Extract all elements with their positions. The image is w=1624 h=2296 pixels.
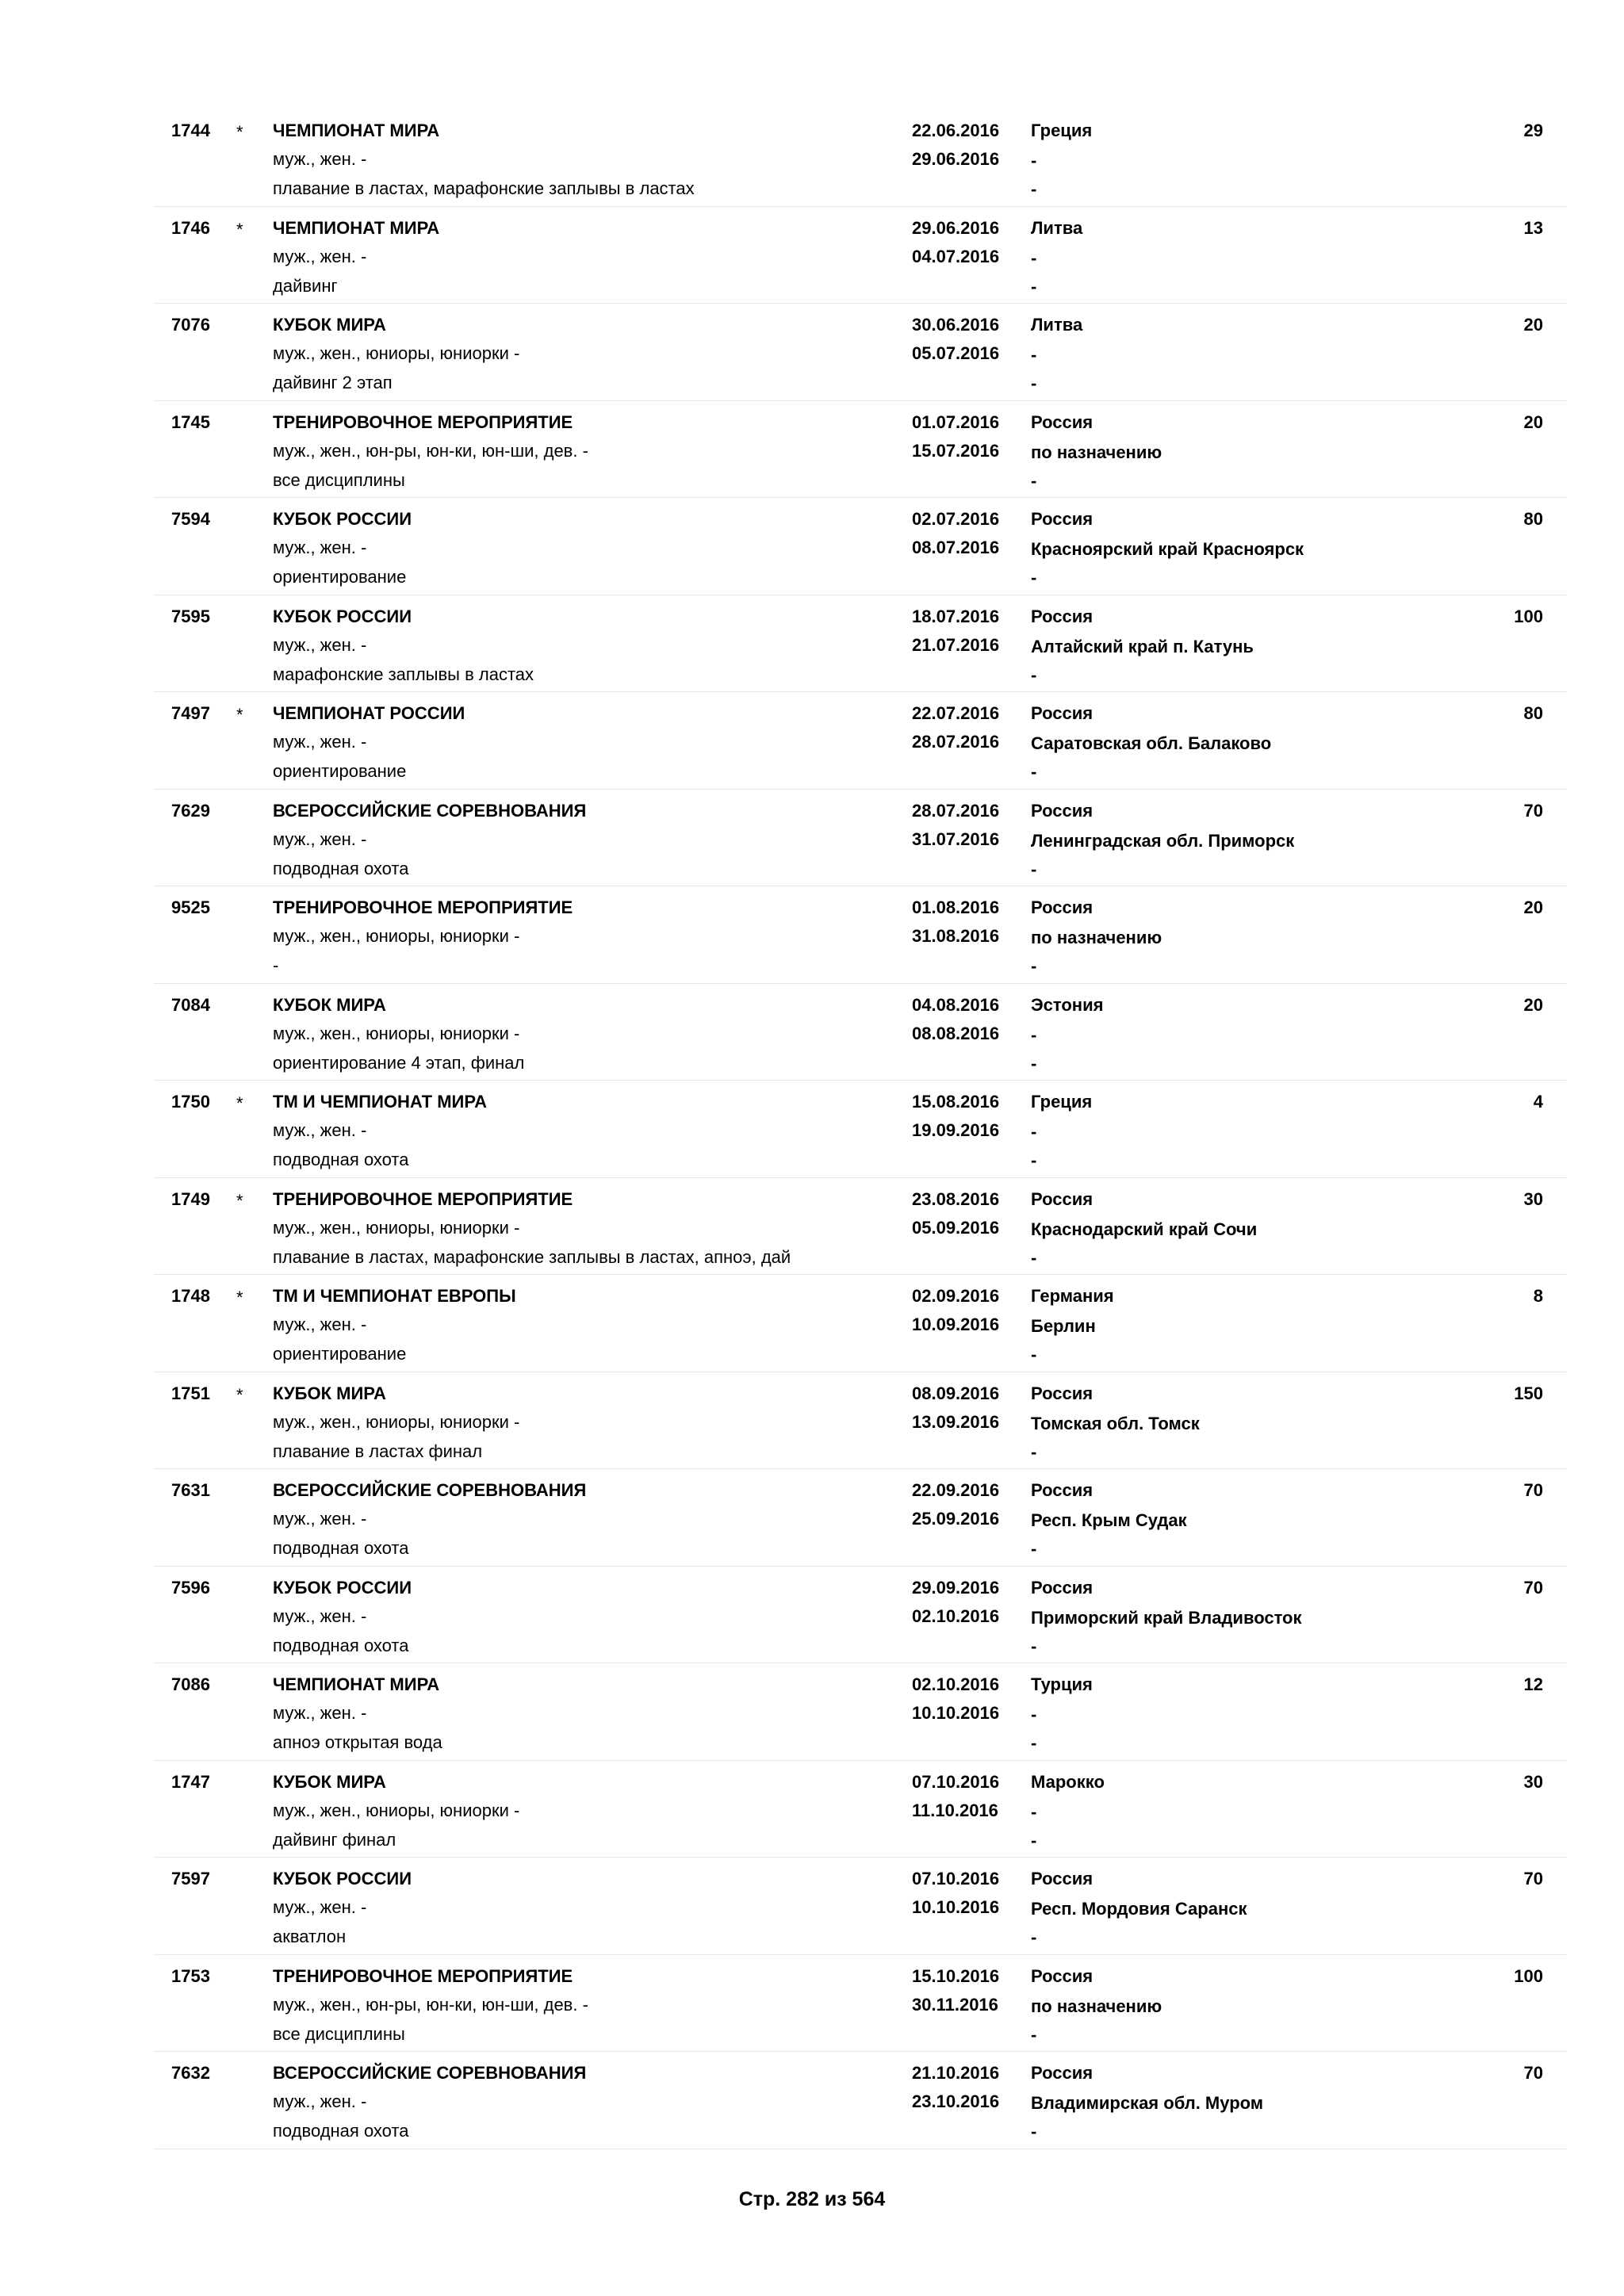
event-participant-count: 20 [1523,411,1543,432]
event-title: КУБОК МИРА [273,315,386,335]
event-place: - [1031,664,1037,685]
event-place: - [1031,1345,1037,1364]
priority-star: * [236,1093,243,1113]
event-id: 7629 [171,800,210,821]
event-discipline: ориентирование [273,761,407,781]
priority-star: * [236,1288,243,1307]
event-date-end: 05.07.2016 [912,343,1000,363]
event-participant-count: 70 [1523,1577,1543,1598]
event-date-end: 05.09.2016 [912,1217,1000,1238]
event-country: Россия [1031,411,1094,432]
event-place: - [1031,1441,1037,1462]
event-participants: муж., жен. - [273,732,367,752]
event-row [154,109,1567,207]
event-id: 1751 [171,1383,210,1403]
event-region: - [1031,345,1037,365]
event-date-end: 10.10.2016 [912,1897,1000,1917]
event-participants: муж., жен. - [273,1509,367,1529]
event-place: - [1031,1053,1037,1073]
event-date-start: 07.10.2016 [912,1771,1000,1792]
event-title: КУБОК МИРА [273,994,386,1015]
event-title: ЧЕМПИОНАТ РОССИИ [273,703,465,723]
event-id: 1749 [171,1188,210,1209]
event-id: 1750 [171,1092,210,1112]
event-date-start: 02.09.2016 [912,1286,1000,1306]
event-region: Красноярский край Красноярск [1031,539,1304,559]
event-date-start: 29.06.2016 [912,217,1000,238]
event-row [154,984,1567,1081]
event-discipline: подводная охота [273,2121,409,2141]
event-date-end: 04.07.2016 [912,246,1000,266]
event-discipline: подводная охота [273,1538,409,1558]
event-row [154,1858,1567,1955]
event-region: Берлин [1031,1316,1096,1336]
priority-star: * [236,1190,243,1211]
event-participant-count: 20 [1523,994,1543,1015]
event-participants: муж., жен. - [273,828,367,849]
event-place: - [1031,1927,1037,1947]
event-place: - [1031,1636,1037,1656]
event-discipline: плавание в ластах, марафонские заплывы в ластах, апноэ, дай [273,1246,791,1267]
event-participant-count: 12 [1523,1674,1543,1694]
event-date-start: 01.07.2016 [912,411,1000,432]
event-participants: муж., жен., юниоры, юниорки - [273,926,520,946]
event-place: - [1031,470,1037,491]
event-id: 1746 [171,217,210,238]
event-date-start: 15.08.2016 [912,1092,1000,1112]
event-participants: муж., жен. - [273,634,367,655]
event-title: КУБОК РОССИИ [273,606,412,626]
event-country: Литва [1031,217,1083,238]
event-id: 7084 [171,994,210,1015]
event-date-end: 15.07.2016 [912,440,1000,461]
event-region: Владимирская обл. Муром [1031,2093,1264,2113]
event-row [154,207,1567,304]
event-country: Россия [1031,703,1094,723]
event-id: 7596 [171,1577,210,1598]
event-row [154,1372,1567,1470]
event-row [154,304,1567,401]
event-place: - [1031,568,1037,587]
priority-star: * [236,219,243,239]
event-title: ВСЕРОССИЙСКИЕ СОРЕВНОВАНИЯ [273,800,587,821]
event-date-start: 18.07.2016 [912,606,1000,626]
event-date-start: 22.06.2016 [912,121,1000,140]
event-discipline: - [273,955,279,975]
event-region: - [1031,151,1037,170]
event-place: - [1031,1830,1037,1850]
event-title: ВСЕРОССИЙСКИЕ СОРЕВНОВАНИЯ [273,1480,587,1500]
event-row [154,1761,1567,1858]
event-place: - [1031,179,1037,199]
event-id: 7076 [171,315,210,335]
event-row [154,1081,1567,1178]
event-row [154,790,1567,887]
event-place: - [1031,373,1037,393]
events-list [154,109,1567,2149]
event-date-start: 02.07.2016 [912,509,1000,529]
event-country: Россия [1031,1965,1094,1986]
event-place: - [1031,1539,1037,1559]
event-id: 9525 [171,897,210,917]
event-title: ЧЕМПИОНАТ МИРА [273,1674,440,1694]
event-participants: муж., жен. - [273,1314,367,1334]
event-date-start: 30.06.2016 [912,315,1000,335]
event-region: - [1031,1122,1037,1142]
event-region: - [1031,1801,1037,1822]
event-title: КУБОК РОССИИ [273,1869,412,1888]
event-region: - [1031,1024,1037,1045]
event-place: - [1031,1150,1037,1170]
event-date-end: 30.11.2016 [912,1994,998,2015]
event-id: 1744 [171,121,210,140]
event-date-end: 31.07.2016 [912,828,1000,849]
event-date-end: 02.10.2016 [912,1605,1000,1626]
event-discipline: дайвинг финал [273,1829,396,1850]
event-discipline: все дисциплины [273,2023,405,2044]
event-row [154,692,1567,790]
event-country: Литва [1031,315,1083,335]
event-participant-count: 13 [1523,217,1543,238]
page-number: Стр. 282 из 564 [738,2188,886,2210]
event-place: - [1031,956,1037,976]
event-region: по назначению [1031,442,1162,462]
event-place: - [1031,276,1037,297]
event-title: КУБОК РОССИИ [273,1577,412,1598]
event-country: Россия [1031,1869,1094,1888]
event-discipline: подводная охота [273,1635,409,1655]
event-date-start: 07.10.2016 [912,1869,1000,1888]
event-participants: муж., жен. - [273,246,367,266]
event-date-start: 22.09.2016 [912,1480,1000,1500]
event-id: 7595 [171,606,210,626]
event-participant-count: 70 [1523,1480,1543,1500]
event-row [154,498,1567,595]
event-country: Марокко [1031,1771,1105,1792]
event-row [154,886,1567,984]
event-row [154,1955,1567,2053]
event-participants: муж., жен., юниоры, юниорки - [273,1411,520,1432]
event-participant-count: 150 [1514,1383,1543,1403]
event-region: Респ. Крым Судак [1031,1510,1187,1530]
event-participant-count: 70 [1523,2063,1543,2083]
event-country: Турция [1031,1674,1093,1694]
event-id: 7631 [171,1480,210,1500]
event-country: Россия [1031,509,1094,529]
event-country: Россия [1031,1383,1094,1403]
event-participants: муж., жен., юниоры, юниорки - [273,1217,520,1238]
event-date-start: 08.09.2016 [912,1383,1000,1403]
event-date-start: 15.10.2016 [912,1965,1000,1986]
event-date-end: 28.07.2016 [912,732,1000,752]
event-id: 7597 [171,1869,210,1888]
event-region: по назначению [1031,1996,1162,2016]
event-date-start: 23.08.2016 [912,1188,1000,1209]
event-region: Респ. Мордовия Саранск [1031,1899,1247,1919]
event-row [154,1469,1567,1567]
event-row [154,2052,1567,2149]
event-participants: муж., жен. - [273,2091,367,2111]
event-country: Россия [1031,897,1094,917]
event-region: Томская обл. Томск [1031,1413,1200,1433]
event-discipline: апноэ открытая вода [273,1732,442,1752]
event-place: - [1031,2122,1037,2141]
event-discipline: дайвинг [273,275,338,296]
event-date-start: 01.08.2016 [912,897,1000,917]
event-title: ТРЕНИРОВОЧНОЕ МЕРОПРИЯТИЕ [273,1965,573,1986]
event-participant-count: 80 [1523,703,1543,723]
event-region: по назначению [1031,928,1162,947]
event-place: - [1031,762,1037,782]
priority-star: * [236,705,243,725]
event-participants: муж., жен., юниоры, юниорки - [273,343,520,363]
event-title: КУБОК МИРА [273,1771,386,1792]
event-place: - [1031,1247,1037,1268]
event-date-end: 19.09.2016 [912,1120,1000,1140]
event-region: - [1031,247,1037,268]
event-participants: муж., жен. - [273,538,367,557]
event-country: Греция [1031,121,1093,140]
event-participant-count: 100 [1514,606,1543,626]
event-country: Россия [1031,1480,1094,1500]
event-participants: муж., жен., юниоры, юниорки - [273,1023,520,1043]
event-title: ЧЕМПИОНАТ МИРА [273,121,440,140]
event-date-end: 08.08.2016 [912,1023,1000,1043]
event-place: - [1031,2024,1037,2045]
event-title: ЧЕМПИОНАТ МИРА [273,217,440,238]
event-discipline: подводная охота [273,1150,409,1169]
event-discipline: акватлон [273,1927,347,1946]
event-title: ТРЕНИРОВОЧНОЕ МЕРОПРИЯТИЕ [273,411,573,432]
event-date-start: 04.08.2016 [912,994,1000,1015]
event-country: Россия [1031,1577,1094,1598]
event-participants: муж., жен. - [273,1897,367,1917]
event-country: Германия [1031,1286,1114,1306]
event-discipline: ориентирование 4 этап, финал [273,1052,525,1073]
event-participants: муж., жен. - [273,1120,367,1140]
event-country: Россия [1031,800,1094,821]
event-row [154,1275,1567,1372]
event-discipline: плавание в ластах финал [273,1441,483,1461]
event-region: Ленинградская обл. Приморск [1031,830,1295,851]
event-region: Саратовская обл. Балаково [1031,733,1272,753]
event-title: ТРЕНИРОВОЧНОЕ МЕРОПРИЯТИЕ [273,1188,573,1209]
event-date-end: 11.10.2016 [912,1800,998,1820]
event-discipline: все дисциплины [273,469,405,490]
event-participant-count: 30 [1523,1771,1543,1792]
event-region: Краснодарский край Сочи [1031,1219,1258,1239]
event-row [154,1178,1567,1276]
event-country: Греция [1031,1092,1093,1112]
event-country: Россия [1031,606,1094,626]
event-participant-count: 29 [1523,121,1543,140]
event-participant-count: 20 [1523,897,1543,917]
event-place: - [1031,1733,1037,1753]
event-id: 1753 [171,1965,210,1986]
event-participant-count: 30 [1523,1188,1543,1209]
event-id: 7497 [171,703,210,723]
event-participant-count: 70 [1523,800,1543,821]
event-id: 7086 [171,1674,210,1694]
event-participant-count: 100 [1514,1965,1543,1986]
event-date-start: 21.10.2016 [912,2063,1000,2083]
event-participants: муж., жен. - [273,149,367,169]
priority-star: * [236,122,243,142]
event-place: - [1031,859,1037,879]
event-country: Эстония [1031,994,1104,1015]
event-title: КУБОК РОССИИ [273,509,412,529]
event-date-end: 23.10.2016 [912,2091,1000,2111]
event-participants: муж., жен., юниоры, юниорки - [273,1800,520,1820]
event-country: Россия [1031,1188,1094,1209]
event-date-start: 22.07.2016 [912,703,1000,723]
event-title: ТРЕНИРОВОЧНОЕ МЕРОПРИЯТИЕ [273,897,573,917]
event-region: - [1031,1705,1037,1724]
event-date-end: 10.09.2016 [912,1314,1000,1334]
event-participants: муж., жен. - [273,1703,367,1723]
event-title: ВСЕРОССИЙСКИЕ СОРЕВНОВАНИЯ [273,2063,587,2083]
event-id: 1745 [171,411,210,432]
event-discipline: ориентирование [273,567,407,587]
event-date-end: 21.07.2016 [912,634,1000,655]
event-participant-count: 70 [1523,1869,1543,1888]
event-row [154,401,1567,499]
event-date-end: 10.10.2016 [912,1703,1000,1723]
event-participants: муж., жен. - [273,1605,367,1626]
event-participant-count: 8 [1533,1286,1543,1306]
event-id: 1748 [171,1286,210,1306]
event-discipline: плавание в ластах, марафонские заплывы в ластах [273,178,695,198]
event-title: КУБОК МИРА [273,1383,386,1403]
priority-star: * [236,1384,243,1405]
event-participants: муж., жен., юн-ры, юн-ки, юн-ши, дев. - [273,1994,588,2015]
event-row [154,595,1567,693]
event-date-start: 29.09.2016 [912,1577,1000,1598]
event-participants: муж., жен., юн-ры, юн-ки, юн-ши, дев. - [273,440,588,461]
event-date-end: 29.06.2016 [912,149,1000,169]
event-date-end: 08.07.2016 [912,538,1000,557]
event-date-start: 02.10.2016 [912,1674,1000,1694]
event-participant-count: 4 [1533,1092,1543,1112]
event-row [154,1567,1567,1664]
event-id: 1747 [171,1771,210,1792]
event-title: ТМ И ЧЕМПИОНАТ ЕВРОПЫ [273,1286,516,1306]
event-country: Россия [1031,2063,1094,2083]
event-discipline: дайвинг 2 этап [273,373,393,392]
event-row [154,1663,1567,1761]
event-participant-count: 20 [1523,315,1543,335]
event-date-end: 13.09.2016 [912,1411,1000,1432]
event-date-end: 25.09.2016 [912,1509,1000,1529]
event-discipline: подводная охота [273,858,409,878]
event-date-end: 31.08.2016 [912,926,1000,946]
event-region: Алтайский край п. Катунь [1031,636,1254,656]
event-participant-count: 80 [1523,509,1543,529]
event-discipline: марафонские заплывы в ластах [273,664,534,684]
event-title: ТМ И ЧЕМПИОНАТ МИРА [273,1092,487,1112]
event-date-start: 28.07.2016 [912,800,1000,821]
event-region: Приморский край Владивосток [1031,1607,1302,1628]
event-id: 7594 [171,509,210,529]
event-discipline: ориентирование [273,1344,407,1364]
event-id: 7632 [171,2063,210,2083]
